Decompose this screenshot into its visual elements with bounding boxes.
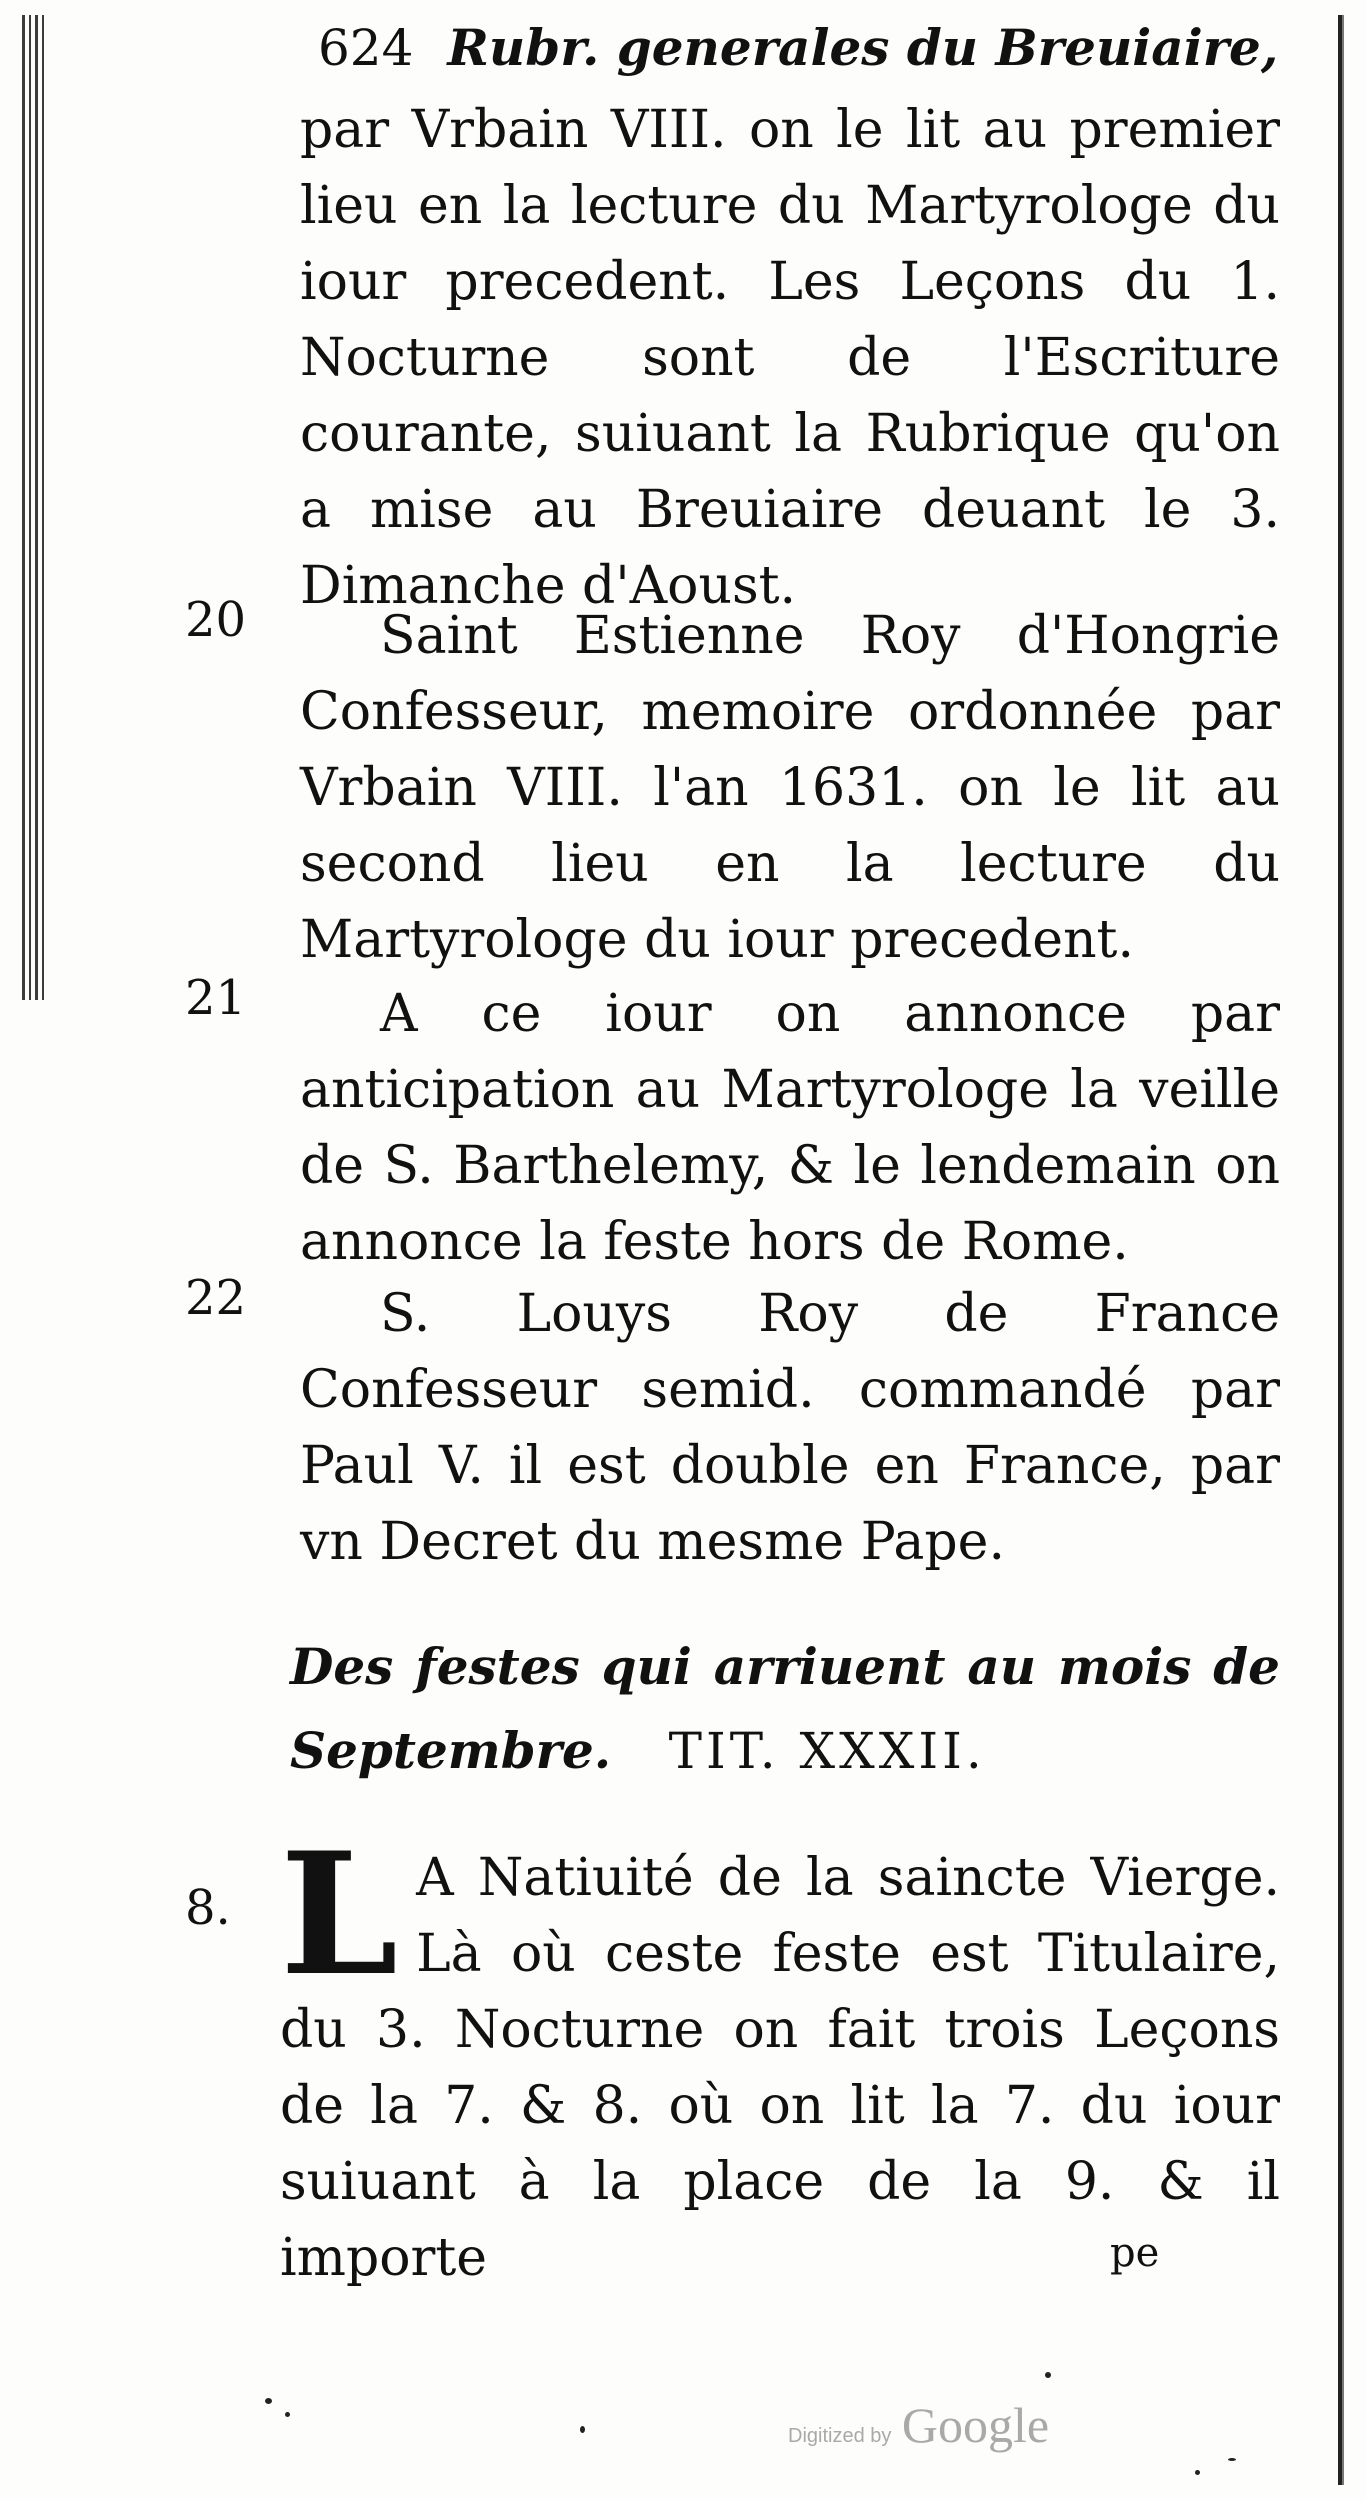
page-header (318, 18, 1278, 77)
running-title: Rubr. generales du Breuiaire, (447, 18, 1279, 77)
page-number: 624 (318, 19, 414, 77)
ink-speck (1228, 2458, 1236, 2461)
ink-speck (1195, 2470, 1200, 2475)
day-number-8: 8. (185, 1880, 231, 1936)
entry-day-8 (280, 1815, 1280, 2296)
entry-continued: par Vrbain VIII. on le lit au premier lieu en la lecture du Martyrologe du iour precedent. Les Leçons du 1. Nocturne sont de l'Escriture courante, suiuant la Rubrique qu'on a mise au Breuiaire deuant le 3. Dimanche d'Aoust. (300, 100, 1280, 616)
day-number-20: 20 (185, 592, 247, 648)
entry-day-22: S. Louys Roy de France Confesseur semid. commandé par Paul V. il est double en France, par vn Decret du mesme Pape. (300, 1284, 1280, 1572)
entry-day-21: A ce iour on annonce par anticipation au Martyrologe la veille de S. Barthelemy, & le lendemain on annonce la feste hors de Rome. (300, 984, 1280, 1272)
section-title: Des festes qui arriuent au mois de Septembre. (290, 1637, 1280, 1780)
section-label: TIT. XXXII. (668, 1722, 986, 1780)
day-number-21: 21 (185, 970, 247, 1026)
entry-day-8-text: A Natiuité de la saincte Vierge. Là où ceste feste est Titulaire, du 3. Nocturne on fait trois Leçons de la 7. & 8. où on lit la 7. du iour suiuant à la place de la 9. & il importe (280, 1848, 1280, 2288)
entry-day-20: Saint Estienne Roy d'Hongrie Confesseur, memoire ordonnée par Vrbain VIII. l'an 1631. on le lit au second lieu en la lecture du Martyrologe du iour precedent. (300, 606, 1280, 970)
ink-speck (1045, 2372, 1051, 2378)
watermark-brand: Google (901, 2397, 1050, 2453)
day-number-22: 22 (185, 1270, 247, 1326)
ink-speck (285, 2412, 290, 2417)
ink-speck (580, 2426, 585, 2433)
watermark-prefix: Digitized by (788, 2425, 892, 2447)
digitized-watermark (788, 2396, 1049, 2454)
catchword: pe (1110, 2230, 1160, 2276)
binding-edge-left (22, 15, 48, 1000)
section-heading (290, 1625, 1280, 1793)
binding-edge-right (1338, 15, 1348, 2485)
drop-cap: L (280, 1815, 399, 2013)
ink-speck (265, 2398, 272, 2404)
